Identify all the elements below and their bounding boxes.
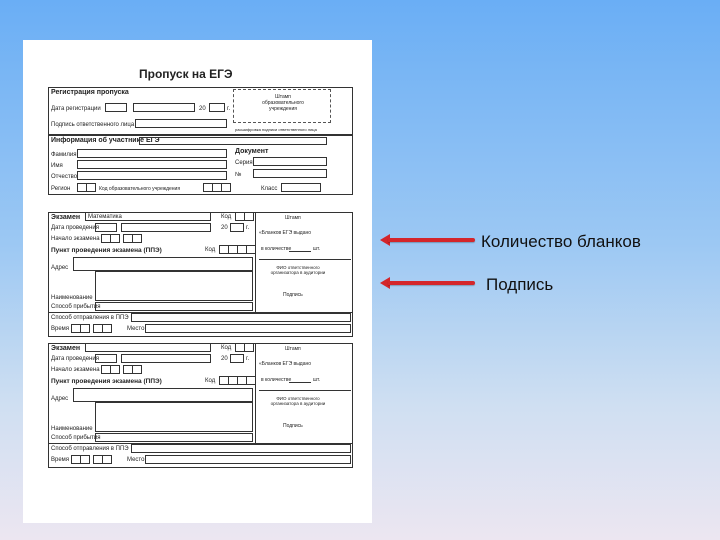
center-code-field[interactable] [219,245,256,254]
center-code-label: Код [205,378,216,384]
subject-field[interactable] [85,343,211,352]
place-label: Место [127,457,145,463]
series-field[interactable] [253,157,327,166]
stamp-label: Штамп [285,215,301,221]
forms-count-arrow-icon [380,237,475,243]
exam-year-prefix: 20 [221,225,228,231]
exam-code-field[interactable] [235,343,254,352]
reg-day-field[interactable] [105,103,127,112]
address-label: Адрес [51,396,69,402]
address-label: Адрес [51,265,69,271]
exam-year-suffix: г. [246,225,250,231]
address-field[interactable] [73,257,253,271]
exam-day-field[interactable] [95,223,117,232]
start-time-label: Начало экзамена [51,367,100,373]
naming-label: Наименование [51,295,93,301]
forms-issued-label: «Бланков ЕГЭ выдано [259,230,312,236]
route-label: Способ прибытия [51,304,101,310]
departure-label: Способ отправления в ППЭ [51,315,129,321]
departure-field[interactable] [131,313,351,322]
surname-label: Фамилия [51,152,77,158]
time-label: Время [51,326,70,332]
exam-label: Экзамен [51,345,81,352]
number-label: № [235,172,242,178]
exam-block-1-divider [255,212,256,312]
registration-date-label: Дата регистрации [51,106,101,112]
forms-unit-label: шт. [313,377,321,383]
place-field[interactable] [145,324,351,333]
start-hour-field[interactable] [101,234,120,243]
region-label: Регион [51,186,71,192]
reg-year-suffix: г. [227,106,231,112]
time-minute-field[interactable] [93,324,112,333]
name-label: Имя [51,163,63,169]
document-header: Документ [235,148,269,155]
address-field[interactable] [73,388,253,402]
time-label: Время [51,457,70,463]
exam-block-2-divider [255,343,256,443]
start-minute-field[interactable] [123,234,142,243]
responsible-label: ФИО ответственного организатора в аудитории [270,396,326,406]
route-field[interactable] [95,302,253,311]
exam-pass-form [23,40,372,523]
route-field[interactable] [95,433,253,442]
exam-date-label: Дата проведения [51,356,99,362]
signature-decode-label: расшифровка подписи ответственного лица [235,127,317,132]
forms-count-label: в количестве [261,377,292,383]
name-field[interactable] [77,160,227,169]
series-label: Серия [235,160,253,166]
naming-label: Наименование [51,426,93,432]
place-field[interactable] [145,455,351,464]
forms-count-annotation: Количество бланков [481,232,641,251]
exam-year-suffix: г. [246,356,250,362]
participant-header-field [139,137,327,145]
patronymic-label: Отчество [51,174,78,180]
exam-year-field[interactable] [230,354,244,363]
exam-month-field[interactable] [121,223,211,232]
time-hour-field[interactable] [71,324,90,333]
start-minute-field[interactable] [123,365,142,374]
official-signature-label: Подпись ответственного лица [51,122,135,128]
forms-count-line[interactable] [289,251,311,252]
subject-value: Математика [88,214,122,220]
exam-code-label: Код [221,214,232,220]
exam-day-field[interactable] [95,354,117,363]
class-label: Класс [261,186,278,192]
exam-code-label: Код [221,345,232,351]
reg-year-prefix: 20 [199,106,206,112]
exam-center-label: Пункт проведения экзамена (ППЭ) [51,378,162,385]
time-hour-field[interactable] [71,455,90,464]
center-name-field[interactable] [95,271,253,301]
exam-code-field[interactable] [235,212,254,221]
departure-field[interactable] [131,444,351,453]
exam-date-label: Дата проведения [51,225,99,231]
school-stamp-text: Штамп образовательного учреждения [262,94,304,112]
forms-unit-label: шт. [313,246,321,252]
exam-year-field[interactable] [230,223,244,232]
exam-year-prefix: 20 [221,356,228,362]
exam-month-field[interactable] [121,354,211,363]
reg-year-field[interactable] [209,103,225,112]
form-title: Пропуск на ЕГЭ [139,67,233,81]
number-field[interactable] [253,169,327,178]
patronymic-field[interactable] [77,171,227,180]
start-hour-field[interactable] [101,365,120,374]
registration-header: Регистрация пропуска [51,89,129,96]
official-signature-field[interactable] [135,119,227,128]
exam-label: Экзамен [51,214,81,221]
reg-month-field[interactable] [133,103,195,112]
sign-label: Подпись [283,292,303,298]
responsible-label: ФИО ответственного организатора в аудитории [270,265,326,275]
school-code-field[interactable] [203,183,231,192]
surname-field[interactable] [77,149,227,158]
signature-annotation: Подпись [486,275,554,294]
time-minute-field[interactable] [93,455,112,464]
exam-center-label: Пункт проведения экзамена (ППЭ) [51,247,162,254]
sign-label: Подпись [283,423,303,429]
school-code-label: Код образовательного учреждения [99,186,181,192]
region-field[interactable] [77,183,96,192]
forms-issued-label: «Бланков ЕГЭ выдано [259,361,312,367]
signature-arrow-icon [380,280,475,286]
class-field[interactable] [281,183,321,192]
participant-header: Информация об участнике ЕГЭ [51,137,160,144]
stamp-label: Штамп [285,346,301,352]
forms-count-label: в количестве [261,246,292,252]
place-label: Место [127,326,145,332]
stamp-divider [259,390,351,391]
start-time-label: Начало экзамена [51,236,100,242]
center-name-field[interactable] [95,402,253,432]
route-label: Способ прибытия [51,435,101,441]
center-code-field[interactable] [219,376,256,385]
stamp-divider [259,259,351,260]
forms-count-line[interactable] [289,382,311,383]
center-code-label: Код [205,247,216,253]
departure-label: Способ отправления в ППЭ [51,446,129,452]
